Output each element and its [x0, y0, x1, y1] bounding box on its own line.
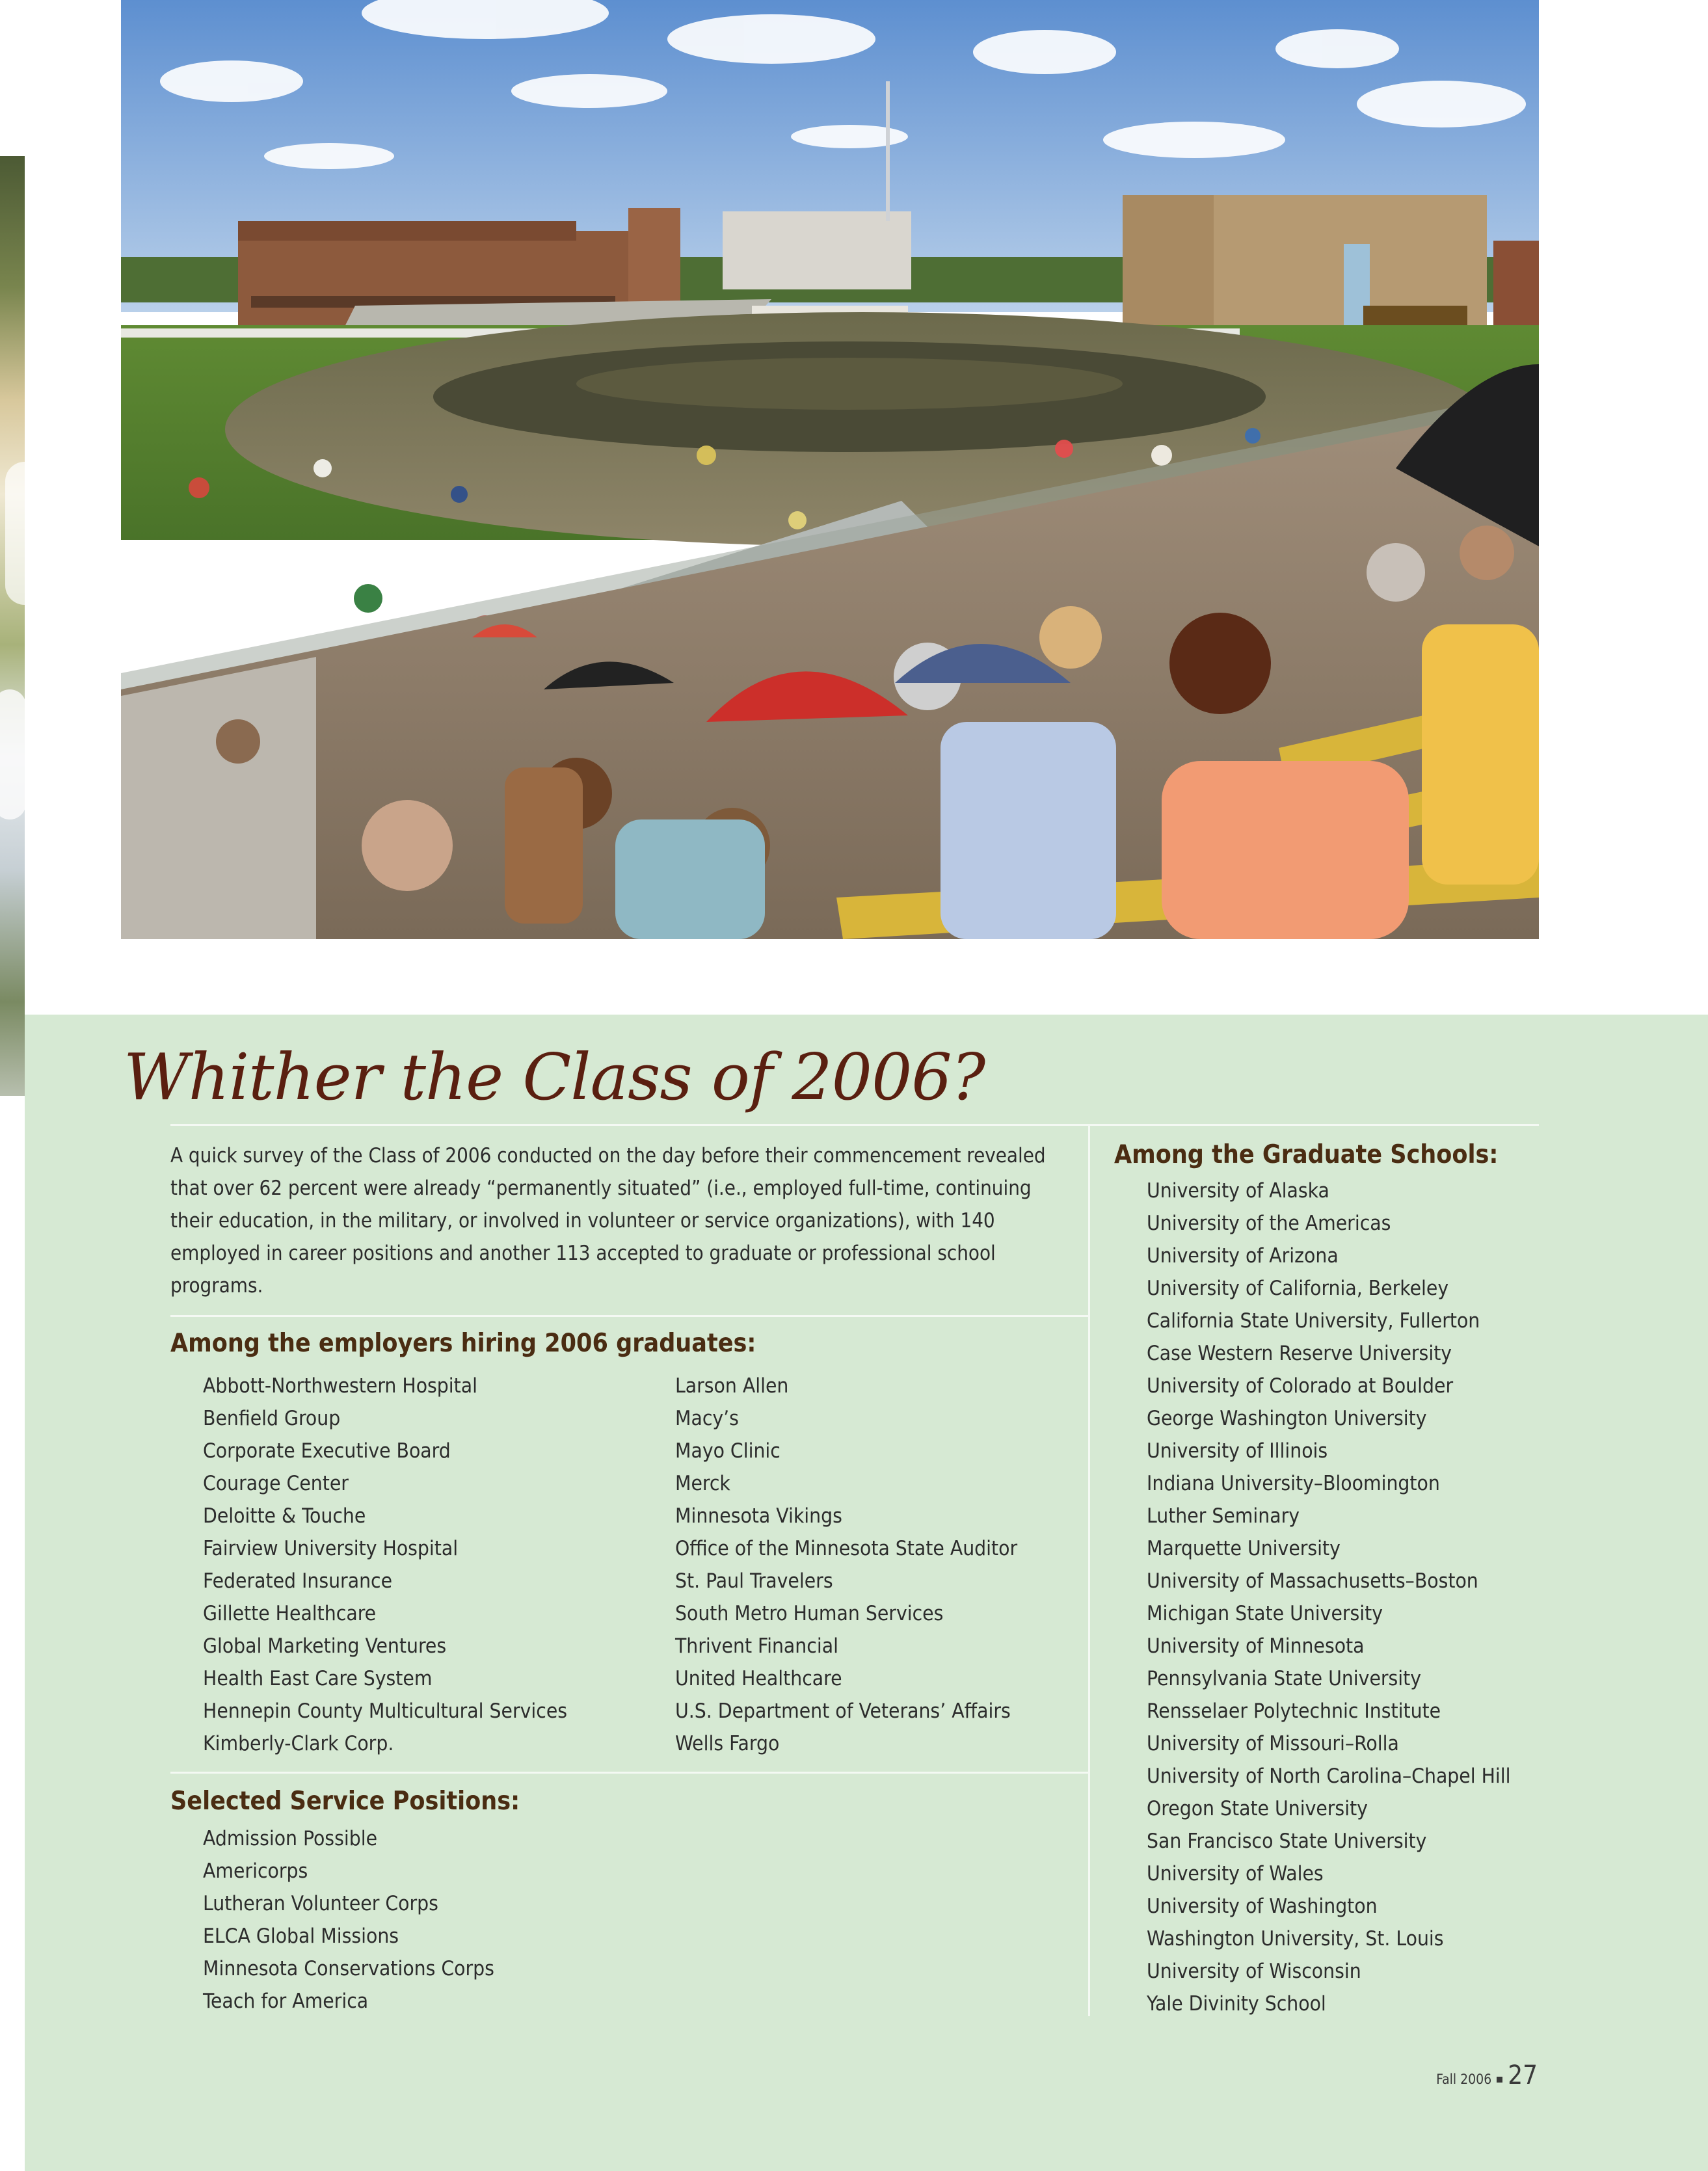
page-number: 27	[1508, 2060, 1538, 2090]
graduate-school-item: Luther Seminary	[1147, 1504, 1300, 1528]
employer-item: Health East Care System	[203, 1667, 433, 1690]
page-folio	[1436, 2060, 1538, 2090]
service-position-item: Admission Possible	[203, 1827, 378, 1850]
graduate-school-item: University of Minnesota	[1147, 1634, 1365, 1658]
graduate-school-item: California State University, Fullerton	[1147, 1309, 1480, 1333]
employer-item: South Metro Human Services	[675, 1602, 944, 1625]
adjacent-page-photo-edge	[0, 156, 25, 1096]
employer-item: Gillette Healthcare	[203, 1602, 377, 1625]
folio-square-icon	[1497, 2077, 1502, 2083]
employers-list-column-1	[203, 1370, 567, 1760]
employer-item: Corporate Executive Board	[203, 1439, 451, 1463]
service-position-item: ELCA Global Missions	[203, 1925, 399, 1948]
graduate-school-item: Indiana University–Bloomington	[1147, 1472, 1440, 1495]
graduate-school-item: University of Massachusetts–Boston	[1147, 1569, 1478, 1593]
commencement-photo	[121, 0, 1539, 939]
issue-season: Fall 2006	[1436, 2071, 1492, 2087]
employer-item: Federated Insurance	[203, 1569, 393, 1593]
service-title: Selected Service Positions:	[170, 1787, 520, 1816]
graduate-school-item: Michigan State University	[1147, 1602, 1383, 1625]
graduate-schools-title: Among the Graduate Schools:	[1114, 1140, 1499, 1169]
employer-item: United Healthcare	[675, 1667, 842, 1690]
employer-item: Fairview University Hospital	[203, 1537, 459, 1560]
employer-item: Minnesota Vikings	[675, 1504, 842, 1528]
graduate-school-item: Oregon State University	[1147, 1797, 1368, 1820]
graduate-school-item: Rensselaer Polytechnic Institute	[1147, 1699, 1441, 1723]
employer-item: St. Paul Travelers	[675, 1569, 833, 1593]
headline: Whither the Class of 2006?	[124, 1041, 985, 1115]
graduate-school-item: University of Washington	[1147, 1895, 1378, 1918]
employer-item: Global Marketing Ventures	[203, 1634, 447, 1658]
graduate-school-item: University of Missouri–Rolla	[1147, 1732, 1399, 1755]
service-list	[203, 1822, 494, 2018]
employer-item: Abbott-Northwestern Hospital	[203, 1374, 478, 1398]
graduate-schools-list	[1147, 1175, 1511, 2020]
employer-item: Merck	[675, 1472, 730, 1495]
graduate-school-item: University of Alaska	[1147, 1179, 1329, 1203]
graduate-school-item: University of North Carolina–Chapel Hill	[1147, 1765, 1511, 1788]
service-position-item: Lutheran Volunteer Corps	[203, 1892, 438, 1915]
graduate-school-item: George Washington University	[1147, 1407, 1427, 1430]
graduate-school-item: Marquette University	[1147, 1537, 1341, 1560]
intro-paragraph: A quick survey of the Class of 2006 conducted on the day before their commencement revealed that over 62 percent were already “permanently situated” (i.e., employed full-time, continuing their education, in the military, or involved in volunteer or service organizations), with 140 employed in career positions and another 113 accepted to graduate or professional school programs.	[170, 1144, 1046, 1298]
graduate-school-item: University of Wisconsin	[1147, 1960, 1361, 1983]
employer-item: Hennepin County Multicultural Services	[203, 1699, 568, 1723]
employer-item: Office of the Minnesota State Auditor	[675, 1537, 1018, 1560]
graduate-school-item: University of the Americas	[1147, 1212, 1391, 1235]
employer-item: Deloitte & Touche	[203, 1504, 366, 1528]
graduate-school-item: University of California, Berkeley	[1147, 1277, 1449, 1300]
service-position-item: Teach for America	[203, 1990, 369, 2013]
intro-rule	[170, 1315, 1089, 1317]
employer-item: Kimberly-Clark Corp.	[203, 1732, 394, 1755]
employer-item: Larson Allen	[675, 1374, 789, 1398]
graduate-school-item: Washington University, St. Louis	[1147, 1927, 1444, 1951]
employers-title: Among the employers hiring 2006 graduates:	[170, 1329, 756, 1358]
employer-item: Benfield Group	[203, 1407, 341, 1430]
service-position-item: Minnesota Conservations Corps	[203, 1957, 494, 1980]
graduate-school-item: Case Western Reserve University	[1147, 1342, 1452, 1365]
employer-item: Thrivent Financial	[675, 1634, 838, 1658]
graduate-school-item: University of Wales	[1147, 1862, 1324, 1885]
service-position-item: Americorps	[203, 1859, 308, 1883]
graduate-school-item: University of Arizona	[1147, 1244, 1339, 1268]
employers-list-column-2	[675, 1370, 1017, 1760]
employer-item: U.S. Department of Veterans’ Affairs	[675, 1699, 1011, 1723]
graduate-school-item: Yale Divinity School	[1147, 1992, 1326, 2016]
employers-rule	[170, 1772, 1089, 1774]
employer-item: Wells Fargo	[675, 1732, 780, 1755]
column-divider	[1088, 1125, 1090, 2016]
employer-item: Mayo Clinic	[675, 1439, 781, 1463]
graduate-school-item: Pennsylvania State University	[1147, 1667, 1422, 1690]
graduate-school-item: University of Colorado at Boulder	[1147, 1374, 1454, 1398]
graduate-school-item: San Francisco State University	[1147, 1830, 1427, 1853]
graduate-school-item: University of Illinois	[1147, 1439, 1328, 1463]
employer-item: Macy’s	[675, 1407, 739, 1430]
headline-rule	[170, 1124, 1539, 1126]
employer-item: Courage Center	[203, 1472, 349, 1495]
